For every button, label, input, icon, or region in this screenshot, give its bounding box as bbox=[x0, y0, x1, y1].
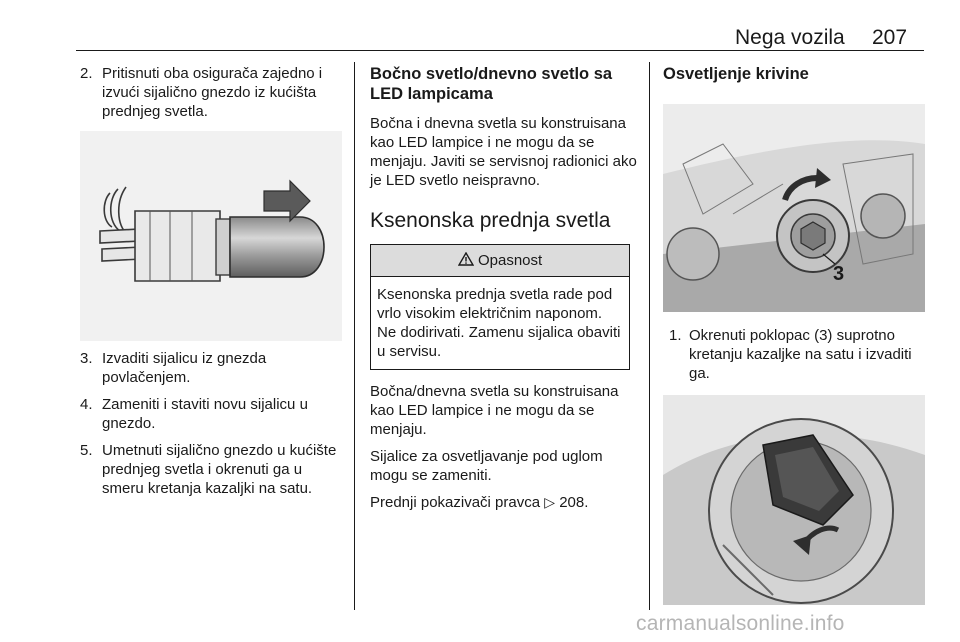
warning-header bbox=[371, 245, 629, 277]
paragraph: Bočna/dnevna svetla su konstruisana kao LED lampice i ne mogu da se menjaju. bbox=[370, 383, 619, 438]
warning-title: Opasnost bbox=[477, 252, 543, 269]
step-number: 3. bbox=[80, 350, 93, 367]
column-middle bbox=[370, 64, 638, 512]
step-text: Zameniti i staviti novu sijalicu u gnezdo. bbox=[102, 396, 308, 432]
bulb-socket-illustration bbox=[80, 131, 342, 341]
step-text: Umetnuti sijalično gnezdo u kućište prednjeg svetla i okrenuti ga u smeru kretanja kazaljki na satu. bbox=[102, 442, 337, 497]
header-divider bbox=[76, 50, 924, 51]
warning-triangle-icon bbox=[458, 252, 474, 266]
column-divider bbox=[354, 62, 355, 610]
section-heading: Osvetljenje krivine bbox=[663, 65, 809, 83]
reference-text: Prednji pokazivači pravca bbox=[370, 494, 541, 511]
column-right bbox=[663, 64, 925, 605]
paragraph: Bočna i dnevna svetla su konstruisana kao LED lampice i ne mogu da se menjaju. Javiti se servisnoj radionici ako je LED svetlo neispravno. bbox=[370, 115, 637, 189]
section-heading-large: Ksenonska prednja svetla bbox=[370, 209, 611, 232]
column-left bbox=[80, 64, 342, 498]
step-text: Izvaditi sijalicu iz gnezda povlačenjem. bbox=[102, 350, 267, 386]
page-number: 207 bbox=[872, 26, 908, 49]
step-2 bbox=[80, 64, 342, 121]
callout-label: 3 bbox=[833, 263, 845, 285]
watermark: carmanualsonline.info bbox=[636, 612, 845, 635]
header-section-title: Nega vozila bbox=[735, 26, 845, 49]
step-text: Okrenuti poklopac (3) suprotno kretanju kazaljke na satu i izvaditi ga. bbox=[689, 327, 912, 382]
step-3 bbox=[80, 349, 342, 387]
paragraph-with-reference bbox=[370, 493, 638, 512]
step-5 bbox=[80, 441, 342, 498]
headlamp-cover-photo bbox=[663, 104, 925, 312]
warning-box bbox=[370, 244, 630, 370]
step-number: 2. bbox=[80, 65, 93, 82]
step-4 bbox=[80, 395, 342, 433]
step-text: Pritisnuti oba osigurača zajedno i izvući sijalično gnezdo iz kućišta prednjeg svetla. bbox=[102, 65, 323, 120]
page-reference-arrow-icon: ▷ bbox=[544, 494, 556, 510]
page-reference[interactable]: 208. bbox=[559, 494, 589, 511]
bulb-holder-photo bbox=[663, 395, 925, 605]
step-1 bbox=[663, 326, 925, 383]
bulb-removal-drawing bbox=[80, 131, 342, 341]
bulb-holder-drawing bbox=[663, 395, 925, 605]
headlamp-cover-drawing bbox=[663, 104, 925, 312]
warning-text: Ksenonska prednja svetla rade pod vrlo visokim električnim naponom. Ne dodirivati. Zamenu sijalica obaviti u servisu. bbox=[377, 286, 621, 360]
step-number: 5. bbox=[80, 442, 93, 459]
paragraph: Sijalice za osvetljavanje pod uglom mogu se zameniti. bbox=[370, 448, 603, 484]
column-divider bbox=[649, 62, 650, 610]
step-number: 1. bbox=[669, 327, 682, 344]
step-number: 4. bbox=[80, 396, 93, 413]
section-heading: Bočno svetlo/dnevno svetlo sa LED lampicama bbox=[370, 65, 613, 103]
